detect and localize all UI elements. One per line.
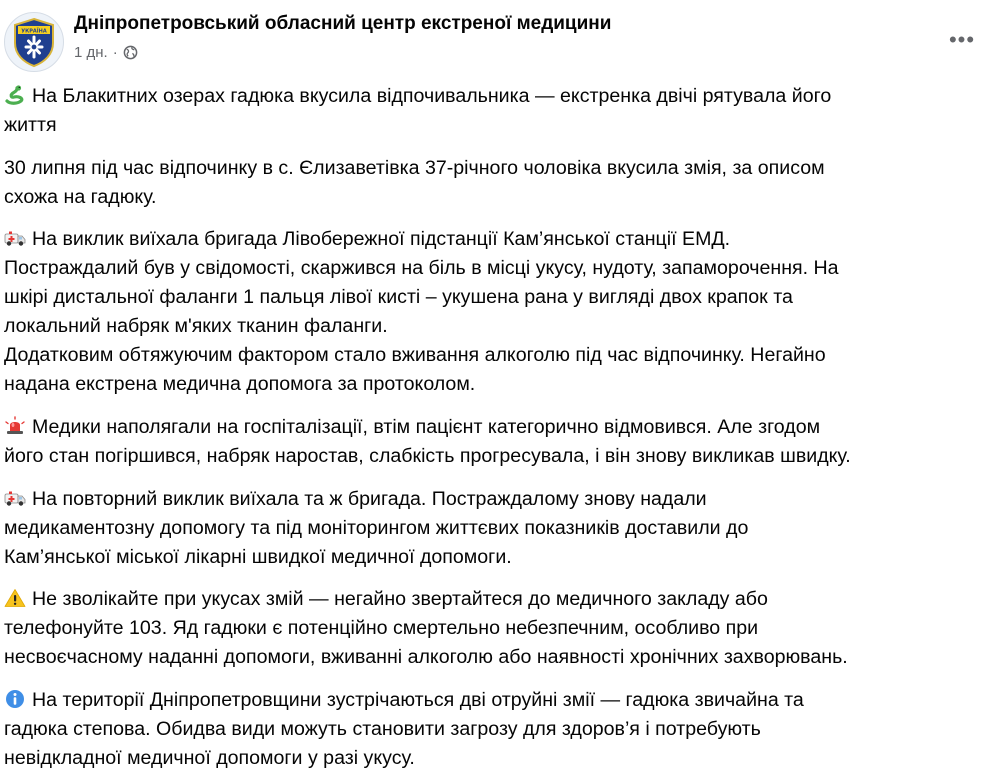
paragraph-text: життя bbox=[4, 114, 57, 136]
paragraph-line bbox=[4, 715, 982, 744]
paragraph-line bbox=[4, 154, 982, 183]
paragraph-line bbox=[4, 82, 982, 111]
paragraph-text: На виклик виїхала бригада Лівобережної підстанції Кам’янської станції ЕМД. bbox=[32, 228, 731, 251]
meta-separator: · bbox=[112, 44, 118, 61]
post-paragraph bbox=[4, 154, 982, 212]
post-paragraph bbox=[4, 686, 982, 768]
paragraph-text: Медики наполягали на госпіталізації, втім пацієнт категорично відмовився. Але згодом bbox=[32, 416, 821, 439]
page-avatar[interactable] bbox=[4, 12, 64, 72]
post-header bbox=[0, 0, 982, 78]
paragraph-line bbox=[4, 413, 982, 442]
warning-icon bbox=[4, 588, 26, 608]
paragraph-text: шкірі дистальної фаланги 1 пальця лівої кисті – укушена рана у вигляді двох крапок та bbox=[4, 286, 793, 309]
post-paragraph bbox=[4, 485, 982, 572]
paragraph-line bbox=[4, 514, 982, 543]
paragraph-line bbox=[4, 283, 982, 312]
paragraph-text: Не зволікайте при укусах змій — негайно звертайтеся до медичного закладу або bbox=[32, 588, 768, 611]
paragraph-text: локальний набряк м'яких тканин фаланги. bbox=[4, 315, 388, 338]
paragraph-line bbox=[4, 614, 982, 643]
paragraph-line bbox=[4, 370, 982, 399]
paragraph-line bbox=[4, 225, 982, 254]
paragraph-text: На території Дніпропетровщини зустрічаються дві отруйні змії — гадюка звичайна та bbox=[32, 689, 804, 712]
ems-emblem-icon bbox=[5, 13, 63, 71]
paragraph-text: медикаментозну допомогу та під моніторингом життєвих показників доставили до bbox=[4, 516, 749, 539]
page-name-link[interactable]: Дніпропетровський обласний центр екстреної медицини bbox=[74, 13, 612, 34]
globe-icon[interactable] bbox=[123, 45, 138, 60]
avatar-text: УКРАЇНА bbox=[21, 28, 47, 35]
paragraph-line bbox=[4, 341, 982, 370]
paragraph-line bbox=[4, 485, 982, 514]
paragraph-line bbox=[4, 585, 982, 614]
paragraph-text: телефонуйте 103. Яд гадюки є потенційно смертельно небезпечним, особливо при bbox=[4, 617, 759, 640]
paragraph-line bbox=[4, 442, 982, 471]
paragraph-line bbox=[4, 312, 982, 341]
post-paragraph bbox=[4, 82, 982, 140]
post-paragraph bbox=[4, 585, 982, 672]
paragraph-text: Кам’янської міської лікарні швидкої медичної допомоги. bbox=[4, 545, 512, 568]
siren-icon bbox=[4, 416, 26, 436]
snake-icon bbox=[4, 85, 26, 105]
paragraph-text: На Блакитних озерах гадюка вкусила відпочивальника — екстренка двічі рятувала його bbox=[32, 85, 832, 107]
paragraph-text: схожа на гадюку. bbox=[4, 185, 157, 208]
info-icon bbox=[4, 689, 26, 709]
paragraph-text: Постраждалий був у свідомості, скаржився на біль в місці укусу, нудоту, запаморочення. На bbox=[4, 257, 839, 280]
paragraph-text: несвоєчасному наданні допомоги, вживанні алкоголю або наявності хронічних захворювань. bbox=[4, 646, 848, 669]
paragraph-text: На повторний виклик виїхала та ж бригада. Постраждалому знову надали bbox=[32, 487, 707, 510]
post-paragraph bbox=[4, 413, 982, 471]
paragraph-text: гадюка степова. Обидва види можуть становити загрозу для здоров’я і потребують bbox=[4, 718, 761, 741]
ambulance-icon bbox=[4, 228, 26, 248]
post-meta bbox=[74, 44, 138, 61]
post-text bbox=[4, 82, 982, 768]
paragraph-line bbox=[4, 744, 982, 768]
paragraph-text: його стан погіршився, набряк наростав, слабкість прогресувала, і він знову викликав швидку. bbox=[4, 445, 851, 468]
paragraph-text: Додатковим обтяжуючим фактором стало вживання алкоголю під час відпочинку. Негайно bbox=[4, 344, 826, 367]
paragraph-line bbox=[4, 686, 982, 715]
paragraph-line bbox=[4, 183, 982, 212]
paragraph-text: надана екстрена медична допомога за протоколом. bbox=[4, 373, 476, 396]
more-options-button[interactable]: ••• bbox=[948, 27, 976, 52]
paragraph-text: 30 липня під час відпочинку в с. Єлизаветівка 37-річного чоловіка вкусила змія, за описом bbox=[4, 156, 825, 179]
ambulance-icon bbox=[4, 488, 26, 508]
paragraph-line bbox=[4, 643, 982, 672]
post-timestamp[interactable]: 1 дн. bbox=[74, 44, 108, 61]
paragraph-line bbox=[4, 254, 982, 283]
paragraph-line bbox=[4, 111, 982, 140]
paragraph-text: невідкладної медичної допомоги у разі укусу. bbox=[4, 747, 415, 768]
post-paragraph bbox=[4, 225, 982, 399]
paragraph-line bbox=[4, 543, 982, 572]
